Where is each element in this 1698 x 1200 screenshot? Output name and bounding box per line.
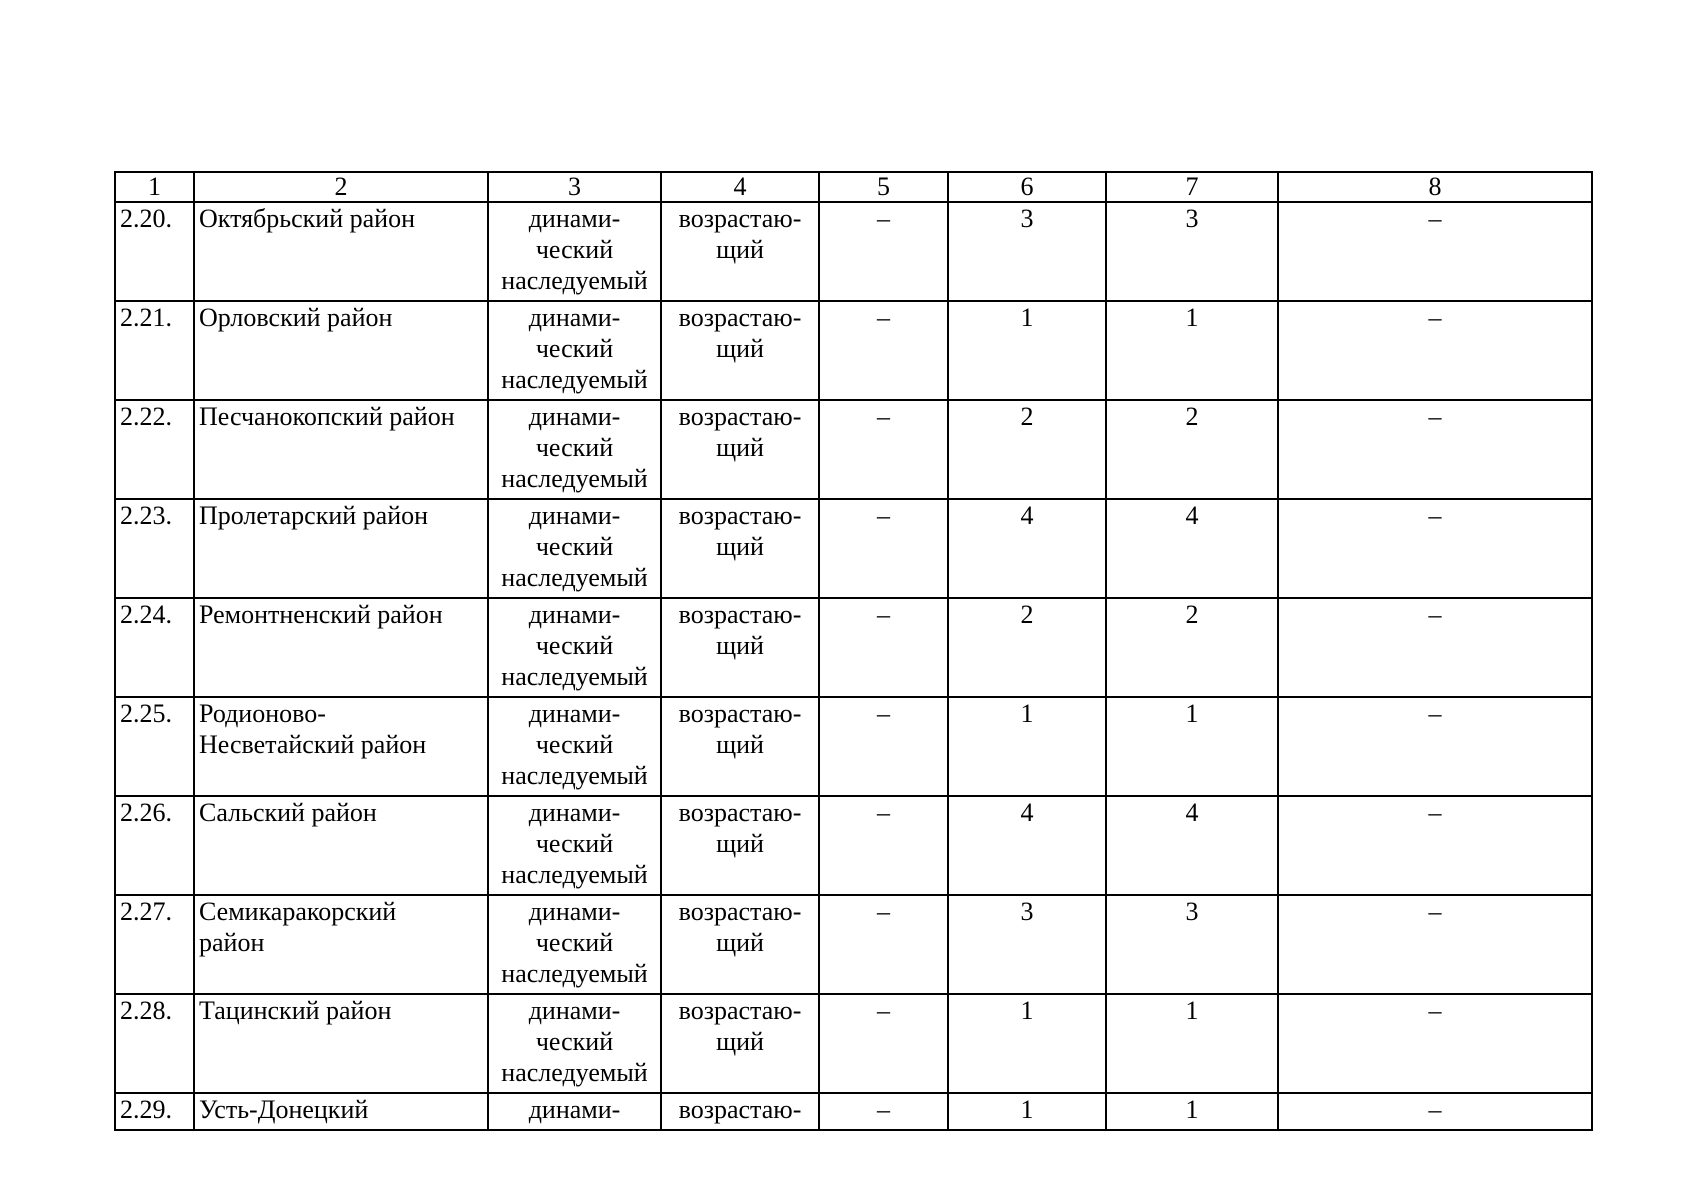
- district-name-line: Октябрьский район: [199, 204, 415, 233]
- trend-cell: [661, 1093, 819, 1130]
- col6-cell: 4: [948, 796, 1106, 895]
- col5-cell: –: [819, 994, 948, 1093]
- type-cell: [488, 499, 661, 598]
- table-row: [115, 400, 1592, 499]
- row-number: 2.24.: [115, 598, 194, 697]
- type-line: ческий: [535, 730, 614, 759]
- trend-line: щий: [716, 928, 764, 957]
- district-name-line: Несветайский район: [199, 730, 427, 759]
- type-line: наследуемый: [501, 464, 648, 493]
- column-header: 4: [661, 172, 819, 202]
- district-name: [194, 1093, 488, 1130]
- type-line: динами-: [528, 996, 621, 1025]
- district-name-line: Усть-Донецкий: [199, 1095, 369, 1124]
- district-name: [194, 499, 488, 598]
- col5-cell: –: [819, 697, 948, 796]
- col7-cell: 1: [1106, 994, 1278, 1093]
- row-number: 2.22.: [115, 400, 194, 499]
- trend-line: возрастаю-: [678, 798, 802, 827]
- type-line: динами-: [528, 798, 621, 827]
- col7-cell: 4: [1106, 796, 1278, 895]
- col5-cell: –: [819, 796, 948, 895]
- type-line: ческий: [535, 631, 614, 660]
- district-name: [194, 202, 488, 301]
- col7-cell: 4: [1106, 499, 1278, 598]
- column-header: 8: [1278, 172, 1592, 202]
- trend-cell: [661, 598, 819, 697]
- district-name: [194, 697, 488, 796]
- column-header: 5: [819, 172, 948, 202]
- trend-line: возрастаю-: [678, 897, 802, 926]
- col6-cell: 1: [948, 301, 1106, 400]
- column-header: 3: [488, 172, 661, 202]
- trend-line: щий: [716, 433, 764, 462]
- district-name-line: Ремонтненский район: [199, 600, 443, 629]
- col6-cell: 2: [948, 598, 1106, 697]
- trend-cell: [661, 202, 819, 301]
- table-row: [115, 1093, 1592, 1130]
- table-row: [115, 994, 1592, 1093]
- district-name: [194, 301, 488, 400]
- trend-line: щий: [716, 631, 764, 660]
- district-name-line: район: [199, 928, 265, 957]
- trend-line: щий: [716, 532, 764, 561]
- district-name-line: Сальский район: [199, 798, 377, 827]
- trend-line: возрастаю-: [678, 303, 802, 332]
- trend-line: щий: [716, 829, 764, 858]
- col8-cell: –: [1278, 994, 1592, 1093]
- row-number: 2.26.: [115, 796, 194, 895]
- type-line: динами-: [528, 204, 621, 233]
- column-header: 1: [115, 172, 194, 202]
- district-name-line: Орловский район: [199, 303, 393, 332]
- type-line: динами-: [528, 699, 621, 728]
- type-line: наследуемый: [501, 563, 648, 592]
- table-row: [115, 301, 1592, 400]
- type-line: ческий: [535, 532, 614, 561]
- row-number: 2.25.: [115, 697, 194, 796]
- trend-cell: [661, 499, 819, 598]
- col8-cell: –: [1278, 598, 1592, 697]
- district-table: [114, 171, 1593, 1131]
- district-name: [194, 598, 488, 697]
- type-line: наследуемый: [501, 365, 648, 394]
- type-cell: [488, 994, 661, 1093]
- row-number: 2.29.: [115, 1093, 194, 1130]
- type-cell: [488, 202, 661, 301]
- type-line: динами-: [528, 897, 621, 926]
- district-name: [194, 895, 488, 994]
- col7-cell: 2: [1106, 598, 1278, 697]
- col7-cell: 3: [1106, 202, 1278, 301]
- col6-cell: 1: [948, 1093, 1106, 1130]
- district-name-line: Семикаракорский: [199, 897, 397, 926]
- table-row: [115, 499, 1592, 598]
- col6-cell: 2: [948, 400, 1106, 499]
- col8-cell: –: [1278, 499, 1592, 598]
- type-line: динами-: [528, 402, 621, 431]
- type-line: наследуемый: [501, 1058, 648, 1087]
- col8-cell: –: [1278, 301, 1592, 400]
- type-line: ческий: [535, 1027, 614, 1056]
- type-line: наследуемый: [501, 266, 648, 295]
- col5-cell: –: [819, 895, 948, 994]
- type-line: ческий: [535, 235, 614, 264]
- column-header: 7: [1106, 172, 1278, 202]
- col7-cell: 2: [1106, 400, 1278, 499]
- col5-cell: –: [819, 598, 948, 697]
- table-body: [115, 202, 1592, 1130]
- col6-cell: 3: [948, 895, 1106, 994]
- type-line: ческий: [535, 928, 614, 957]
- column-header: 2: [194, 172, 488, 202]
- trend-line: щий: [716, 334, 764, 363]
- trend-line: возрастаю-: [678, 1095, 802, 1124]
- table-row: [115, 697, 1592, 796]
- col5-cell: –: [819, 400, 948, 499]
- type-cell: [488, 598, 661, 697]
- column-header: 6: [948, 172, 1106, 202]
- col7-cell: 3: [1106, 895, 1278, 994]
- table-row: [115, 895, 1592, 994]
- district-name: [194, 796, 488, 895]
- type-cell: [488, 1093, 661, 1130]
- type-cell: [488, 400, 661, 499]
- type-line: ческий: [535, 433, 614, 462]
- type-cell: [488, 796, 661, 895]
- trend-cell: [661, 400, 819, 499]
- trend-line: щий: [716, 730, 764, 759]
- type-line: динами-: [528, 600, 621, 629]
- col6-cell: 4: [948, 499, 1106, 598]
- trend-cell: [661, 697, 819, 796]
- district-name-line: Тацинский район: [199, 996, 392, 1025]
- trend-line: щий: [716, 1027, 764, 1056]
- row-number: 2.23.: [115, 499, 194, 598]
- type-cell: [488, 895, 661, 994]
- col7-cell: 1: [1106, 301, 1278, 400]
- col7-cell: 1: [1106, 1093, 1278, 1130]
- col5-cell: –: [819, 301, 948, 400]
- type-cell: [488, 697, 661, 796]
- col5-cell: –: [819, 202, 948, 301]
- district-name-line: Родионово-: [199, 699, 326, 728]
- type-line: динами-: [528, 501, 621, 530]
- col8-cell: –: [1278, 400, 1592, 499]
- table-row: [115, 598, 1592, 697]
- district-name-line: Песчанокопский район: [199, 402, 455, 431]
- row-number: 2.20.: [115, 202, 194, 301]
- header-row: [115, 172, 1592, 202]
- trend-cell: [661, 301, 819, 400]
- type-cell: [488, 301, 661, 400]
- district-name: [194, 400, 488, 499]
- trend-line: возрастаю-: [678, 600, 802, 629]
- trend-cell: [661, 994, 819, 1093]
- trend-line: щий: [716, 235, 764, 264]
- trend-line: возрастаю-: [678, 402, 802, 431]
- district-name-line: Пролетарский район: [199, 501, 429, 530]
- type-line: динами-: [528, 1095, 621, 1124]
- type-line: динами-: [528, 303, 621, 332]
- row-number: 2.21.: [115, 301, 194, 400]
- col8-cell: –: [1278, 202, 1592, 301]
- col8-cell: –: [1278, 697, 1592, 796]
- district-name: [194, 994, 488, 1093]
- type-line: наследуемый: [501, 860, 648, 889]
- col6-cell: 1: [948, 994, 1106, 1093]
- col7-cell: 1: [1106, 697, 1278, 796]
- trend-line: возрастаю-: [678, 996, 802, 1025]
- col8-cell: –: [1278, 796, 1592, 895]
- col6-cell: 3: [948, 202, 1106, 301]
- col8-cell: –: [1278, 895, 1592, 994]
- type-line: ческий: [535, 829, 614, 858]
- trend-line: возрастаю-: [678, 501, 802, 530]
- col8-cell: –: [1278, 1093, 1592, 1130]
- trend-cell: [661, 895, 819, 994]
- table-row: [115, 202, 1592, 301]
- table-row: [115, 796, 1592, 895]
- row-number: 2.27.: [115, 895, 194, 994]
- row-number: 2.28.: [115, 994, 194, 1093]
- type-line: наследуемый: [501, 662, 648, 691]
- type-line: наследуемый: [501, 959, 648, 988]
- trend-line: возрастаю-: [678, 699, 802, 728]
- type-line: ческий: [535, 334, 614, 363]
- col5-cell: –: [819, 499, 948, 598]
- type-line: наследуемый: [501, 761, 648, 790]
- trend-line: возрастаю-: [678, 204, 802, 233]
- col5-cell: –: [819, 1093, 948, 1130]
- trend-cell: [661, 796, 819, 895]
- col6-cell: 1: [948, 697, 1106, 796]
